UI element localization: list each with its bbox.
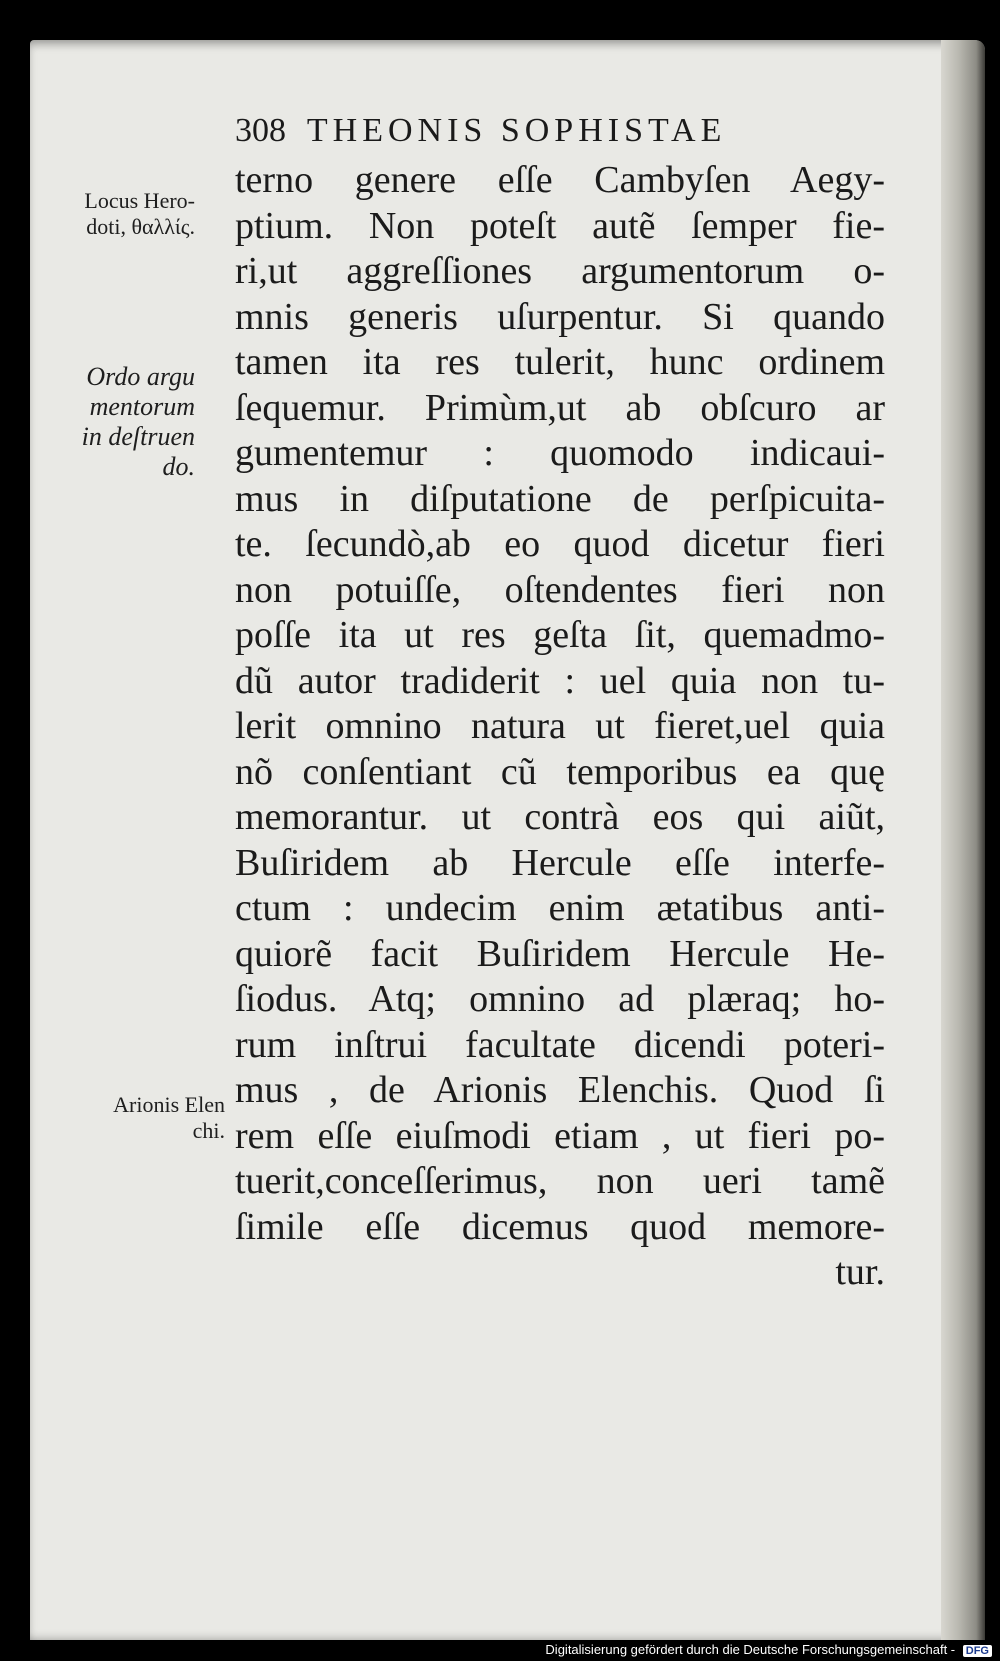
- text-line: nõ conſentiant cũ temporibus ea quę: [235, 750, 885, 793]
- marginal-note-line: doti, θαλλίς.: [86, 214, 195, 239]
- text-line: ri,ut aggreſſiones argumentorum o-: [235, 250, 885, 292]
- text-line: Buſiridem ab Hercule eſſe interfe-: [235, 841, 885, 884]
- marginal-note-line: chi.: [192, 1118, 225, 1143]
- marginal-note-line: Locus Hero-: [84, 188, 195, 213]
- book-page: [30, 40, 985, 1640]
- marginal-note-ordo-argumentorum: [82, 362, 195, 482]
- text-line: non potuiſſe, oſtendentes fieri non: [235, 568, 885, 611]
- text-line: ctum : undecim enim ætatibus anti-: [235, 887, 885, 929]
- text-line: lerit omnino natura ut fieret,uel quia: [235, 705, 885, 747]
- text-line: tamen ita res tulerit, hunc ordinem: [235, 341, 885, 383]
- dfg-logo: DFG: [963, 1645, 992, 1657]
- text-line: te. ſecundò,ab eo quod dicetur fieri: [235, 523, 885, 565]
- main-text-block: [235, 158, 885, 1296]
- running-header: [235, 112, 726, 150]
- text-line: mus in diſputatione de perſpicuita-: [235, 477, 885, 520]
- text-line: poſſe ita ut res geſta ſit, quemadmo-: [235, 614, 885, 656]
- text-line: tuerit,conceſſerimus, non ueri tamẽ: [235, 1160, 885, 1202]
- digitization-footer: [545, 1642, 992, 1657]
- text-line: gumentemur : quomodo indicaui-: [235, 432, 885, 474]
- page-binding-edge: [941, 40, 985, 1640]
- footer-text: Digitalisierung gefördert durch die Deutsche Forschungsgemeinschaft -: [545, 1642, 956, 1657]
- text-line: ſequemur. Primùm,ut ab obſcuro ar: [235, 386, 885, 429]
- page-number: 308: [235, 112, 286, 149]
- marginal-note-arionis-elenchi: [113, 1092, 225, 1144]
- text-line: terno genere eſſe Cambyſen Aegy-: [235, 159, 885, 201]
- marginal-note-line: do.: [162, 452, 195, 481]
- text-line: memorantur. ut contrà eos qui aiũt,: [235, 796, 885, 838]
- text-line: ptium. Non poteſt autẽ ſemper fie-: [235, 204, 885, 247]
- text-line: dũ autor tradiderit : uel quia non tu-: [235, 659, 885, 702]
- text-line: mus , de Arionis Elenchis. Quod ſi: [235, 1069, 885, 1111]
- catchword-line: tur.: [835, 1251, 885, 1293]
- marginal-note-locus-herodoti: [84, 188, 195, 240]
- text-line: quiorẽ facit Buſiridem Hercule He-: [235, 932, 885, 975]
- marginal-note-line: mentorum: [89, 392, 195, 421]
- marginal-note-line: Arionis Elen: [113, 1092, 225, 1117]
- running-title: THEONIS SOPHISTAE: [306, 112, 727, 149]
- text-line: ſiodus. Atq; omnino ad plæraq; ho-: [235, 978, 885, 1020]
- marginal-note-line: Ordo argu: [86, 362, 195, 391]
- text-line: ſimile eſſe dicemus quod memore-: [235, 1205, 885, 1248]
- text-line: rem eſſe eiuſmodi etiam , ut fieri po-: [235, 1114, 885, 1157]
- text-line: rum inſtrui facultate dicendi poteri-: [235, 1023, 885, 1066]
- text-line: mnis generis uſurpentur. Si quando: [235, 295, 885, 338]
- marginal-note-line: in deſtruen: [81, 422, 195, 451]
